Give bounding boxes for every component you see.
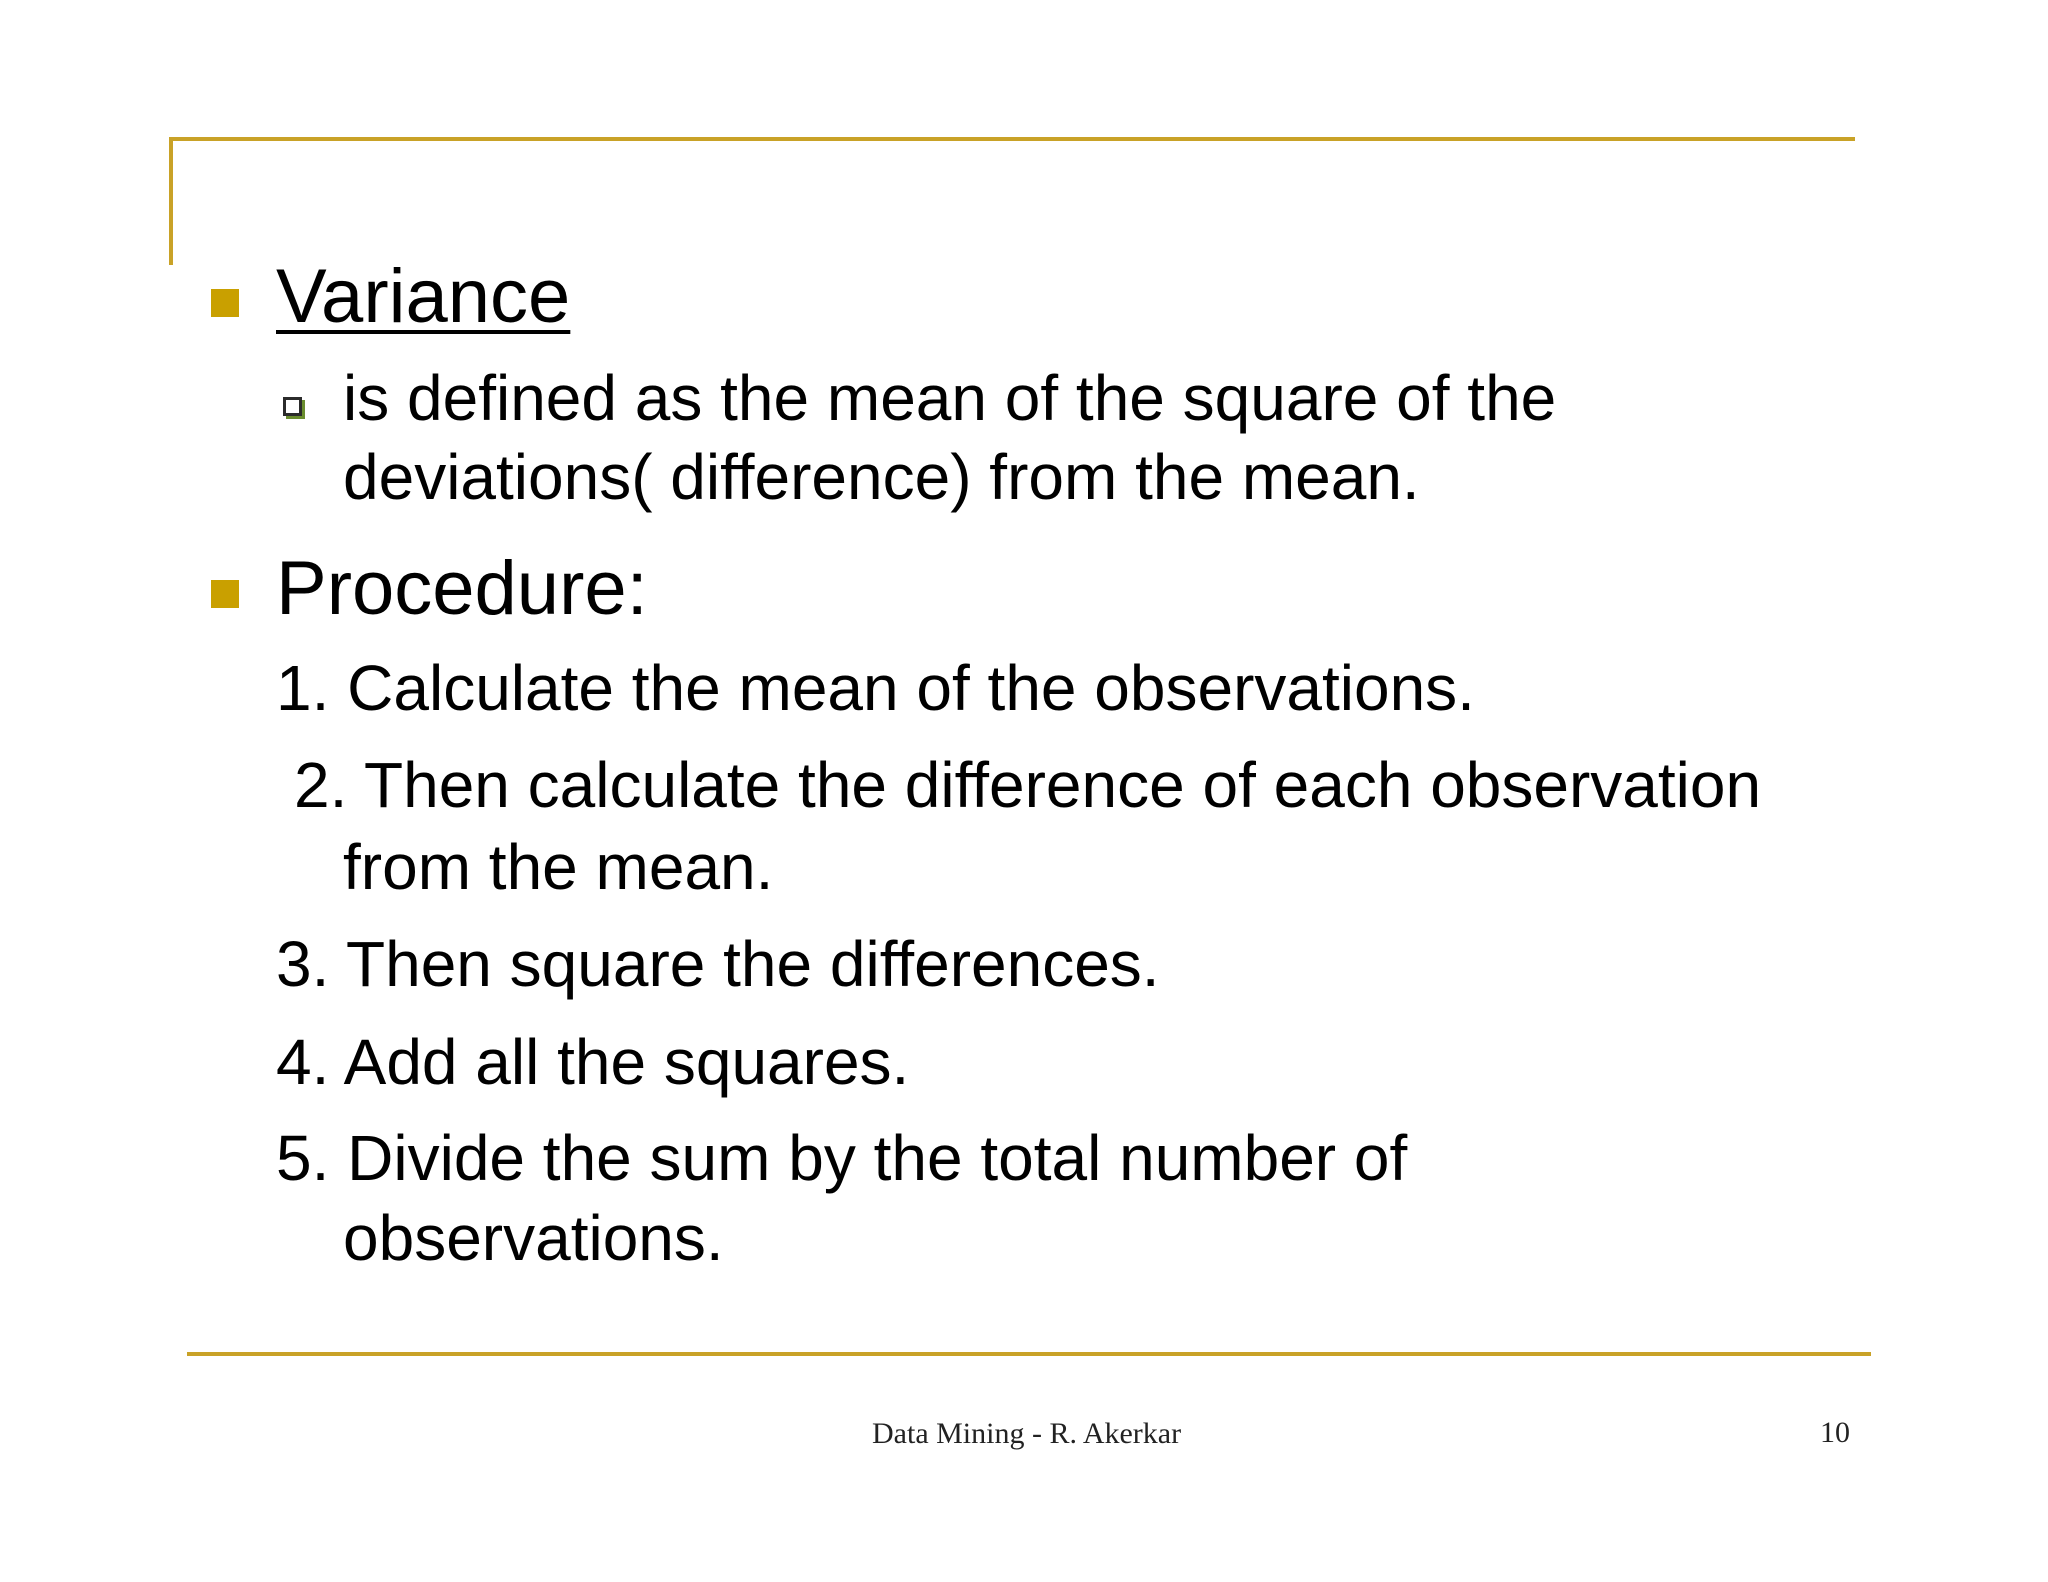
procedure-step-2-line-2: from the mean. [343, 831, 774, 903]
variance-definition-line-1: is defined as the mean of the square of the [343, 362, 1557, 434]
heading-procedure: Procedure: [276, 546, 648, 631]
heading-variance: Variance [276, 254, 571, 339]
page-number: 10 [1820, 1416, 1850, 1449]
procedure-step-1: 1. Calculate the mean of the observations. [276, 652, 1475, 724]
procedure-step-4: 4. Add all the squares. [276, 1026, 910, 1098]
checkbox-bullet-icon [283, 397, 302, 416]
bullet-square-icon [211, 289, 239, 317]
top-rule [169, 137, 1855, 141]
procedure-step-5-line-2: observations. [343, 1202, 724, 1274]
procedure-step-5-line-1: 5. Divide the sum by the total number of [276, 1122, 1408, 1194]
procedure-step-2-line-1: 2. Then calculate the difference of each observation [294, 749, 1762, 821]
bottom-rule [187, 1352, 1871, 1356]
bullet-square-icon [211, 580, 239, 608]
footer-title: Data Mining - R. Akerkar [872, 1417, 1182, 1450]
left-rule [169, 137, 173, 265]
procedure-step-3: 3. Then square the differences. [276, 928, 1160, 1000]
variance-definition-line-2: deviations( difference) from the mean. [343, 441, 1420, 513]
